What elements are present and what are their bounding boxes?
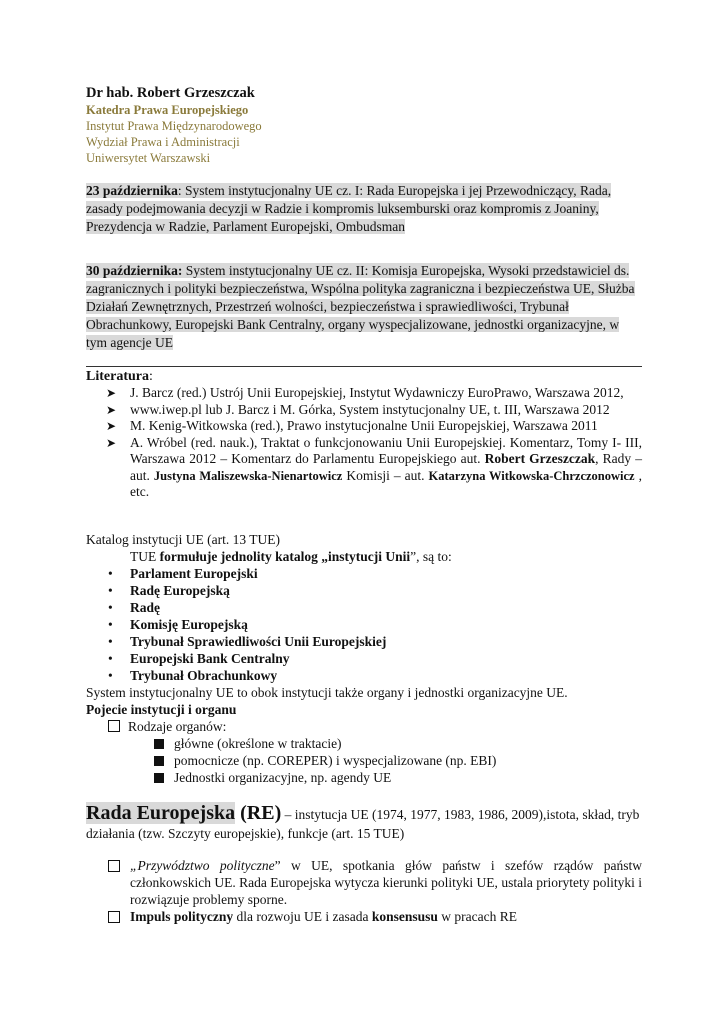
institution-item: • Trybunał Obrachunkowy <box>108 667 278 683</box>
square-bullet-icon <box>154 773 164 783</box>
institution-item: • Trybunał Sprawiedliwości Unii Europejskiej <box>108 633 387 649</box>
session-date: 23 października <box>86 183 178 198</box>
organ-type-item: główne (określone w traktacie) <box>86 735 642 752</box>
university-name: Uniwersytet Warszawski <box>86 151 211 165</box>
literature-item: ➤ www.iwep.pl lub J. Barcz i M. Górka, System instytucjonalny UE, t. III, Warszawa 2012 <box>106 401 610 417</box>
author-name: Dr hab. Robert Grzeszczak <box>86 85 255 101</box>
catalog-intro: TUE formułuje jednolity katalog „instytucji Unii”, są to: <box>130 548 452 564</box>
institution-item: • Parlament Europejski <box>108 565 258 581</box>
literature-item: ➤ M. Kenig-Witkowska (red.), Prawo instytucjonalne Unii Europejskiej, Warszawa 2011 <box>106 418 598 433</box>
literature-colon: : <box>148 369 153 384</box>
arrow-bullet-icon: ➤ <box>106 419 117 433</box>
bullet-icon: • <box>108 650 113 666</box>
rada-heading: Rada Europejska (RE) – instytucja UE (1974, 1977, 1983, 1986, 2009),istota, skład, tryb działania (tzw. Szczyty europejskie), funkcje (art. 15 TUE) <box>86 801 640 841</box>
rada-section <box>86 801 642 925</box>
session-description: System instytucjonalny UE cz. II: Komisja Europejska, Wysoki przedstawiciel ds. zagranicznych i polityki bezpieczeństwa, Wspólna polityka zagraniczna i bezpieczeństwa UE, Służba Działań Zewnętrznych, Przestrzeń wolności, bezpieczeństwa i sprawiedliwości, Trybunał Obrachunkowy, Europejski Bank Centralny, organy wyspecjalizowane, jednostki organizacyjne, w tym agencje UE <box>86 263 635 350</box>
bullet-icon: • <box>108 616 113 632</box>
bullet-icon: • <box>108 582 113 598</box>
concepts-heading: Pojecie instytucji i organu <box>86 701 237 717</box>
checkbox-icon <box>108 860 120 872</box>
square-bullet-icon <box>154 739 164 749</box>
checkbox-icon <box>108 720 120 732</box>
session-23-october <box>86 182 642 236</box>
department-name: Katedra Prawa Europejskiego <box>86 103 249 117</box>
institutions-list <box>86 565 642 684</box>
checkbox-icon <box>108 911 120 923</box>
bullet-icon: • <box>108 565 113 581</box>
rada-title: Rada Europejska <box>86 801 236 824</box>
document-page <box>86 84 642 925</box>
system-note: System instytucjonalny UE to obok instytucji także organy i jednostki organizacyjne UE. <box>86 684 568 700</box>
institution-item: • Europejski Bank Centralny <box>108 650 290 666</box>
faculty-name: Wydział Prawa i Administracji <box>86 135 240 149</box>
organ-type-item: pomocnicze (np. COREPER) i wyspecjalizowane (np. EBI) <box>86 752 642 769</box>
institution-item: • Komisję Europejską <box>108 616 248 632</box>
square-bullet-icon <box>154 756 164 766</box>
divider-line <box>86 366 642 367</box>
arrow-bullet-icon: ➤ <box>106 435 117 450</box>
organ-type-item: Jednostki organizacyjne, np. agendy UE <box>86 769 642 786</box>
session-30-october <box>86 262 642 352</box>
bullet-icon: • <box>108 599 113 615</box>
session-date: 30 października: <box>86 263 183 278</box>
bullet-icon: • <box>108 633 113 649</box>
catalog-title: Katalog instytucji UE (art. 13 TUE) <box>86 531 280 547</box>
institute-name: Instytut Prawa Międzynarodowego <box>86 119 262 133</box>
literature-list <box>86 385 642 501</box>
literature-item: ➤ A. Wróbel (red. nauk.), Traktat o funkcjonowaniu Unii Europejskiej. Komentarz, Tomy I- III, Warszawa 2012 – Komentarz do Parlamentu Europejskiego aut. Robert Grzeszczak, Rady – aut. Justyna Maliszewska-Nienartowicz Komisji – aut. Katarzyna Witkowska-Chrzczonowicz , etc. <box>106 434 643 499</box>
session-description: : System instytucjonalny UE cz. I: Rada Europejska i jej Przewodniczący, Rada, zasady podejmowania decyzji w Radzie i kompromis luksemburski oraz kompromis z Joaniny, Prezydencja w Radzie, Parlament Europejski, Ombudsman <box>86 183 612 234</box>
institution-item: • Radę <box>108 599 160 615</box>
rada-point: Impuls polityczny dla rozwoju UE i zasada konsensusu w pracach RE <box>86 908 642 925</box>
arrow-bullet-icon: ➤ <box>106 386 117 400</box>
rada-point: „Przywództwo polityczne” w UE, spotkania głów państw i szefów rządów państw członkowskich UE. Rada Europejska wytycza kierunki polityki UE, ustala priorytety polityki i rozwiązuje problemy sporne. <box>86 857 642 908</box>
organ-types-label-row: Rodzaje organów: <box>86 718 642 735</box>
literature-section <box>86 368 642 501</box>
author-header <box>86 84 642 166</box>
catalog-section <box>86 531 642 786</box>
rada-description: – instytucja UE (1974, 1977, 1983, 1986, 2009),istota, skład, tryb działania (tzw. Szczyty europejskie), funkcje (art. 15 TUE) <box>86 806 640 841</box>
literature-item: ➤ J. Barcz (red.) Ustrój Unii Europejskiej, Instytut Wydawniczy EuroPrawo, Warszawa 2012, <box>106 385 624 400</box>
institution-item: • Radę Europejską <box>108 582 230 598</box>
literature-heading: Literatura <box>86 369 149 384</box>
arrow-bullet-icon: ➤ <box>106 402 117 417</box>
bullet-icon: • <box>108 667 113 683</box>
